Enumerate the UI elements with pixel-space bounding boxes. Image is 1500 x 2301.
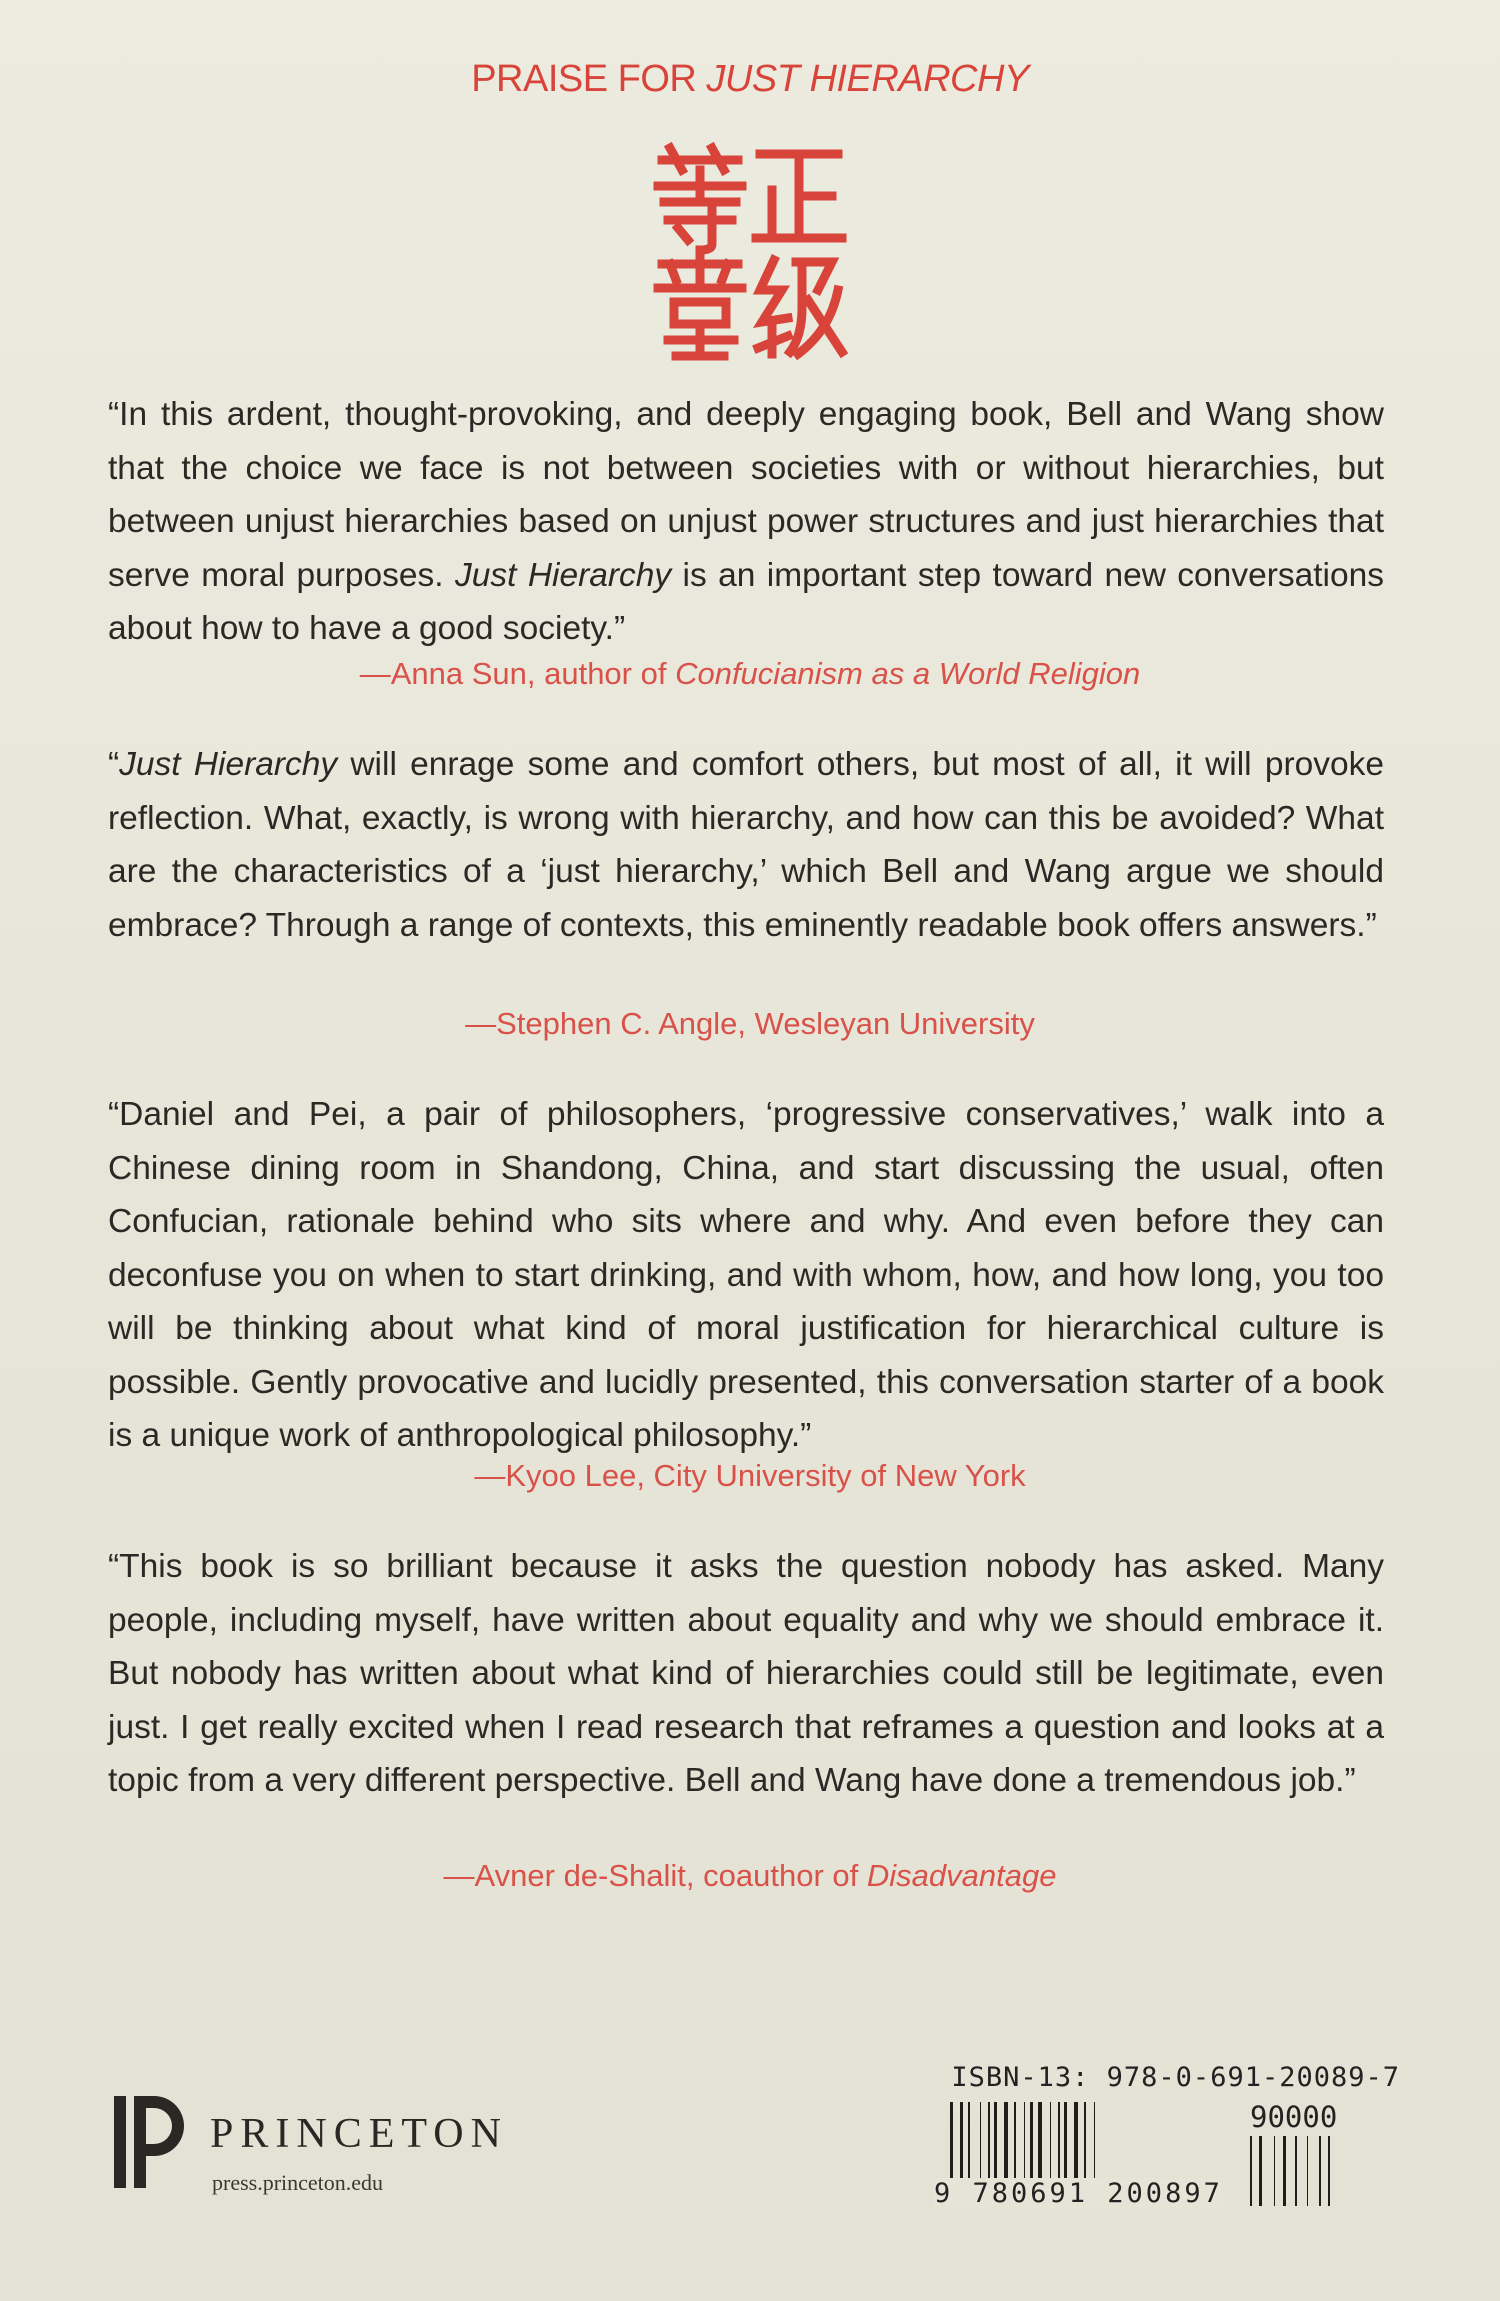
- quote-2-attribution: [0, 1006, 1500, 1042]
- quote-4-attribution: [0, 1858, 1500, 1894]
- publisher-url: press.princeton.edu: [212, 2170, 384, 2195]
- praise-header: [0, 58, 1500, 101]
- quote-3-text: “Daniel and Pei, a pair of philosophers, ‘progressive conservatives,’ walk into a Chinese dining room in Shandong, China, and start discussing the usual, often Confucian, rationale behind who sits where and why. And even before they can deconfuse you on when to start drinking, and with whom, how, and how long, you too will be thinking about what kind of moral justification for hierarchical culture is possible. Gently provocative and lucidly presented, this conversation starter of a book is a unique work of anthropological philosophy.”: [108, 1096, 1384, 1454]
- quote-3-author: —Kyoo Lee, City University of New York: [474, 1458, 1026, 1493]
- seal-stamp-icon: [648, 140, 848, 362]
- praise-header-title: JUST HIERARCHY: [706, 58, 1029, 100]
- quote-2-open: “: [108, 746, 120, 783]
- quote-3-attribution: [0, 1458, 1500, 1494]
- quote-2: [108, 738, 1384, 952]
- quote-2-text: will enrage some and comfort others, but most of all, it will provoke reflection. What, exactly, is wrong with hierarchy, and how can this be avoided? What are the characteristics of a ‘just hierarchy,’ which Bell and Wang argue we should embrace? Through a range of contexts, this eminently readable book offers answers.”: [108, 746, 1384, 944]
- quote-4-text: “This book is so brilliant because it asks the question nobody has asked. Many people, including myself, have written about equality and why we should embrace it. But nobody has written about what kind of hierarchies could still be legitimate, even just. I get really excited when I read research that reframes a question and looks at a topic from a very different perspective. Bell and Wang have done a tremendous job.”: [108, 1548, 1384, 1799]
- barcode-number: 9 780691 200897: [934, 2178, 1223, 2209]
- quote-1-author-work: Confucianism as a World Religion: [675, 656, 1141, 691]
- quote-4-author-work: Disadvantage: [866, 1858, 1057, 1893]
- quote-2-book-title: Just Hierarchy: [119, 746, 338, 783]
- isbn-text: ISBN-13: 978-0-691-20089-7: [951, 2062, 1400, 2093]
- quote-1-text-b: is an important step toward new conversations about how to have a good society.”: [108, 556, 1384, 647]
- quote-3: [108, 1088, 1384, 1463]
- quote-2-author: —Stephen C. Angle, Wesleyan University: [465, 1006, 1035, 1041]
- quote-1-text-a: “In this ardent, thought-provoking, and deeply engaging book, Bell and Wang show that the choice we face is not between societies with or without hierarchies, but between unjust hierarchies based on unjust power structures and just hierarchies that serve moral purposes.: [108, 396, 1384, 594]
- quote-4: [108, 1540, 1384, 1808]
- publisher-name: PRINCETON: [210, 2111, 508, 2157]
- princeton-logo-icon: [110, 2092, 190, 2192]
- quote-1-attribution: [0, 656, 1500, 692]
- quote-1: [108, 388, 1384, 656]
- publisher-block: [110, 2092, 530, 2202]
- quote-1-author: —Anna Sun, author of: [359, 656, 676, 691]
- barcode-block: [930, 2062, 1400, 2222]
- quote-1-book-title: Just Hierarchy: [454, 556, 672, 594]
- price-code: 90000: [1250, 2100, 1338, 2134]
- quote-4-author: —Avner de-Shalit, coauthor of: [443, 1858, 867, 1893]
- praise-header-prefix: PRAISE FOR: [471, 58, 707, 100]
